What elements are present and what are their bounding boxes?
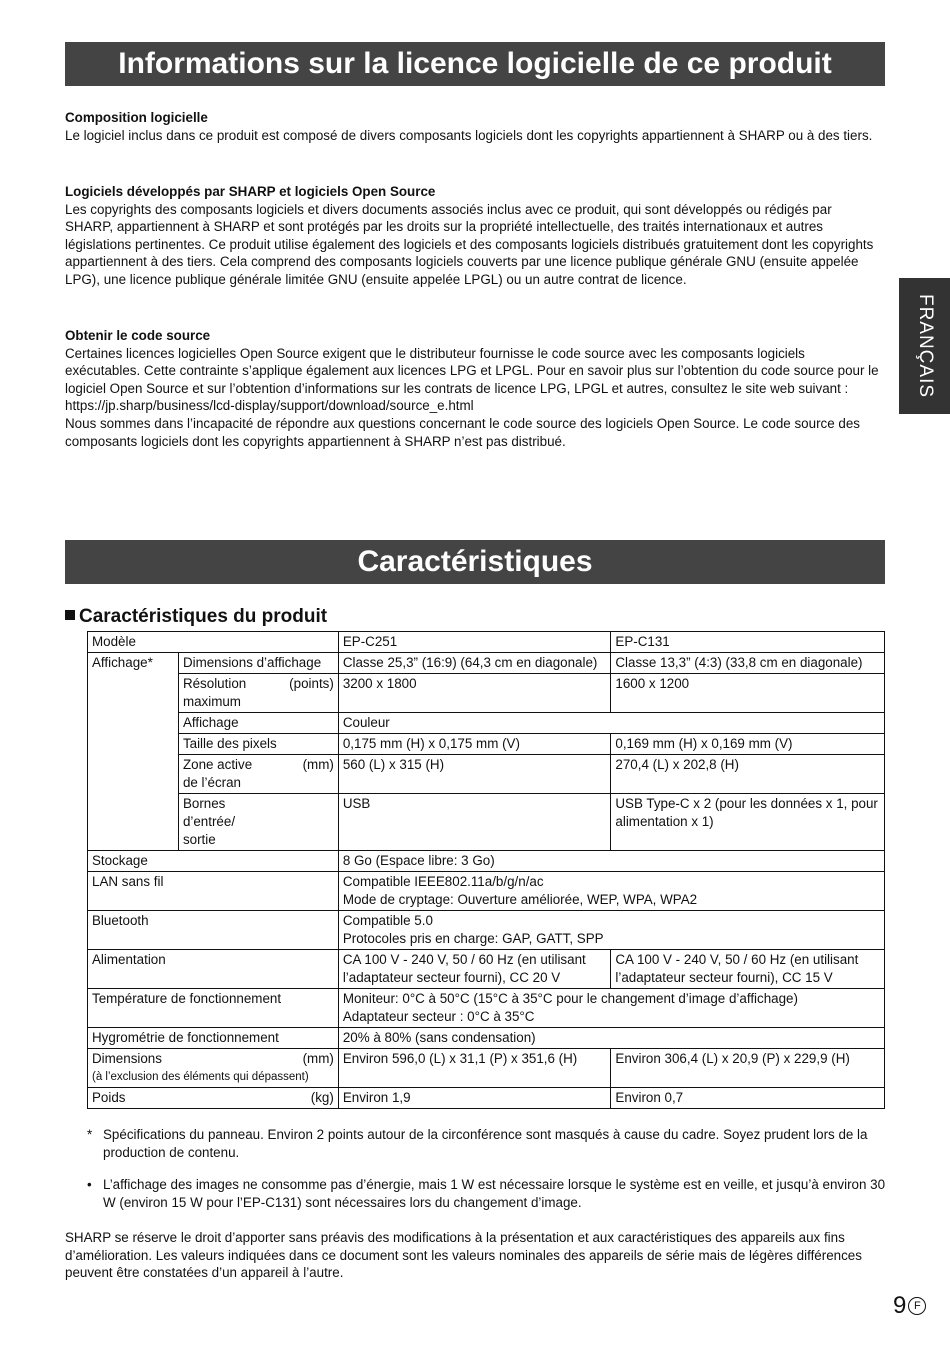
table-row xyxy=(88,674,885,713)
table-cell: Classe 25,3” (16:9) (64,3 cm en diagonale) xyxy=(338,653,611,674)
table-cell: 0,175 mm (H) x 0,175 mm (V) xyxy=(338,734,611,755)
table-row xyxy=(88,911,885,950)
table-cell xyxy=(178,755,338,794)
table-cell xyxy=(338,872,884,911)
table-cell: Affichage* xyxy=(88,653,179,851)
table-cell: Classe 13,3” (4:3) (33,8 cm en diagonale) xyxy=(611,653,885,674)
power-note xyxy=(87,1176,887,1211)
table-row xyxy=(88,653,885,674)
table-cell: 20% à 80% (sans condensation) xyxy=(338,1028,884,1049)
bullet-mark: • xyxy=(87,1177,92,1192)
composition-heading: Composition logicielle xyxy=(65,110,208,125)
table-cell: Alimentation xyxy=(88,950,339,989)
table-cell: 1600 x 1200 xyxy=(611,674,885,713)
specs-banner: Caractéristiques xyxy=(65,540,885,584)
cell-label: d’entrée/ xyxy=(182,814,236,829)
table-cell xyxy=(88,1049,339,1088)
sharp-open-source-heading: Logiciels développés par SHARP et logiciels Open Source xyxy=(65,184,436,199)
cell-line: Compatible IEEE802.11a/b/g/n/ac xyxy=(342,874,544,889)
composition-section xyxy=(65,109,881,144)
table-row xyxy=(88,632,885,653)
table-cell xyxy=(178,794,338,851)
table-cell: 8 Go (Espace libre: 3 Go) xyxy=(338,851,884,872)
cell-label: Bornes xyxy=(182,796,226,811)
page-number xyxy=(893,1292,926,1320)
source-code-body-2: Nous sommes dans l’incapacité de répondre aux questions concernant le code source des logiciels Open Source. Le code source des composants logiciels dont les copyrights appartiennent à SHARP n’est pas distribué. xyxy=(65,415,860,449)
cell-line: l’adaptateur secteur fourni), CC 20 V xyxy=(342,970,561,985)
table-cell: LAN sans fil xyxy=(88,872,339,911)
table-cell: Affichage xyxy=(178,713,338,734)
table-cell: 0,169 mm (H) x 0,169 mm (V) xyxy=(611,734,885,755)
specs-table xyxy=(87,631,885,1109)
table-row xyxy=(88,989,885,1028)
table-row xyxy=(88,1028,885,1049)
table-cell: 3200 x 1800 xyxy=(338,674,611,713)
sharp-open-source-body: Les copyrights des composants logiciels et divers documents associés inclus avec ce produit, qui sont développés ou rédigés par SHARP, appartiennent à SHARP et sont protégés par les droits sur la propriété intellectuelle, des traités internationaux et autres législations pertinentes. Ce produit utilise également des logiciels et des composants logiciels distribués gratuitement dont les copyrights appartiennent à des tiers. Cela comprend des composants logiciels couverts par une licence publique générale GNU (ensuite appelée LPG), une licence publique générale limitée GNU (ensuite appelée LPGL) ou un autre contrat de licence. xyxy=(65,201,874,287)
source-code-url[interactable]: https://jp.sharp/business/lcd-display/support/download/source_e.html xyxy=(65,398,474,414)
source-code-body-1: Certaines licences logicielles Open Source exigent que le distributeur fournisse le code source avec les composants logiciels exécutables. Cette contrainte s’applique également aux licences LPG et LPGL. Pour en savoir plus sur l’obtention du code source pour le logiciel Open Source et sur l’obtention d’informations sur les contrats de licence LPG, LPGL et autres, consultez le site web suivant : xyxy=(65,345,879,396)
disclaimer: SHARP se réserve le droit d’apporter sans préavis des modifications à la présentation et aux caractéristiques des appareils aux fins d’amélioration. Les valeurs indiquées dans ce document sont les valeurs nominales des appareils de série mais de légères différences peuvent être constatées d’un appareil à l’autre. xyxy=(65,1230,862,1281)
source-code-section xyxy=(65,327,881,450)
table-row xyxy=(88,1049,885,1088)
product-specs-heading xyxy=(65,605,327,629)
cell-label: maximum xyxy=(182,694,241,709)
license-banner: Informations sur la licence logicielle de ce produit xyxy=(65,42,885,86)
language-circle-icon: F xyxy=(908,1297,926,1315)
table-cell: 270,4 (L) x 202,8 (H) xyxy=(611,755,885,794)
table-row xyxy=(88,794,885,851)
table-cell xyxy=(338,989,884,1028)
cell-label: sortie xyxy=(182,832,216,847)
cell-line: l’adaptateur secteur fourni), CC 15 V xyxy=(615,970,833,985)
sharp-open-source-section xyxy=(65,183,881,289)
table-row xyxy=(88,734,885,755)
cell-line: Adaptateur secteur : 0°C à 35°C xyxy=(342,1009,535,1024)
cell-note: (à l’exclusion des éléments qui dépassent) xyxy=(92,1071,309,1083)
cell-line: Mode de cryptage: Ouverture améliorée, WEP, WPA, WPA2 xyxy=(342,892,698,907)
table-row xyxy=(88,872,885,911)
table-cell: USB Type-C x 2 (pour les données x 1, pour alimentation x 1) xyxy=(611,794,885,851)
table-cell: Environ 0,7 xyxy=(611,1088,885,1109)
table-cell: Bluetooth xyxy=(88,911,339,950)
table-cell xyxy=(611,950,885,989)
cell-unit: (kg) xyxy=(310,1090,334,1105)
table-cell: Modèle xyxy=(88,632,339,653)
table-cell: Couleur xyxy=(338,713,884,734)
cell-label: Résolution xyxy=(182,676,247,691)
table-cell: USB xyxy=(338,794,611,851)
cell-line: Moniteur: 0°C à 50°C (15°C à 35°C pour le changement d’image d’affichage) xyxy=(342,991,798,1006)
language-tab xyxy=(899,278,950,414)
table-row xyxy=(88,851,885,872)
table-cell xyxy=(338,950,611,989)
square-bullet-icon xyxy=(65,610,75,620)
table-cell: Environ 596,0 (L) x 31,1 (P) x 351,6 (H) xyxy=(338,1049,611,1088)
source-code-heading: Obtenir le code source xyxy=(65,328,211,343)
cell-line: Compatible 5.0 xyxy=(342,913,433,928)
language-tab-label: FRANÇAIS xyxy=(914,293,936,399)
cell-unit: (mm) xyxy=(302,1051,334,1066)
table-cell xyxy=(338,911,884,950)
table-row xyxy=(88,713,885,734)
cell-label: Poids xyxy=(92,1090,126,1105)
page-number-value: 9 xyxy=(893,1292,907,1319)
table-cell: Environ 1,9 xyxy=(338,1088,611,1109)
table-cell: 560 (L) x 315 (H) xyxy=(338,755,611,794)
table-cell: Température de fonctionnement xyxy=(88,989,339,1028)
power-note-text: L’affichage des images ne consomme pas d’énergie, mais 1 W est nécessaire lorsque le système est en veille, et jusqu’à environ 30 W (environ 15 W pour l’EP-C131) sont nécessaires lors du changement d’image. xyxy=(103,1177,886,1210)
table-cell: EP-C251 xyxy=(338,632,611,653)
table-cell: Environ 306,4 (L) x 20,9 (P) x 229,9 (H) xyxy=(611,1049,885,1088)
table-row xyxy=(88,1088,885,1109)
table-cell xyxy=(178,674,338,713)
table-cell: Stockage xyxy=(88,851,339,872)
table-cell: Dimensions d’affichage xyxy=(178,653,338,674)
cell-unit: (points) xyxy=(289,676,334,691)
cell-line: CA 100 V - 240 V, 50 / 60 Hz (en utilisant xyxy=(615,952,859,967)
cell-label: de l’écran xyxy=(182,775,241,790)
table-cell xyxy=(88,1088,339,1109)
table-row xyxy=(88,950,885,989)
panel-footnote xyxy=(87,1126,887,1161)
asterisk-mark: * xyxy=(87,1127,93,1142)
table-row xyxy=(88,755,885,794)
table-cell: Taille des pixels xyxy=(178,734,338,755)
cell-label: Zone active xyxy=(182,757,253,772)
cell-unit: (mm) xyxy=(302,757,334,772)
cell-label: Dimensions xyxy=(92,1051,162,1066)
panel-footnote-text: Spécifications du panneau. Environ 2 points autour de la circonférence sont masqués à cause du cadre. Soyez prudent lors de la production de contenu. xyxy=(103,1127,868,1160)
table-cell: EP-C131 xyxy=(611,632,885,653)
table-cell: Hygrométrie de fonctionnement xyxy=(88,1028,339,1049)
cell-line: Protocoles pris en charge: GAP, GATT, SPP xyxy=(342,931,604,946)
composition-body: Le logiciel inclus dans ce produit est composé de divers composants logiciels dont les copyrights appartiennent à SHARP ou à des tiers. xyxy=(65,127,873,143)
cell-line: CA 100 V - 240 V, 50 / 60 Hz (en utilisant xyxy=(342,952,586,967)
product-specs-heading-text: Caractéristiques du produit xyxy=(79,606,328,627)
